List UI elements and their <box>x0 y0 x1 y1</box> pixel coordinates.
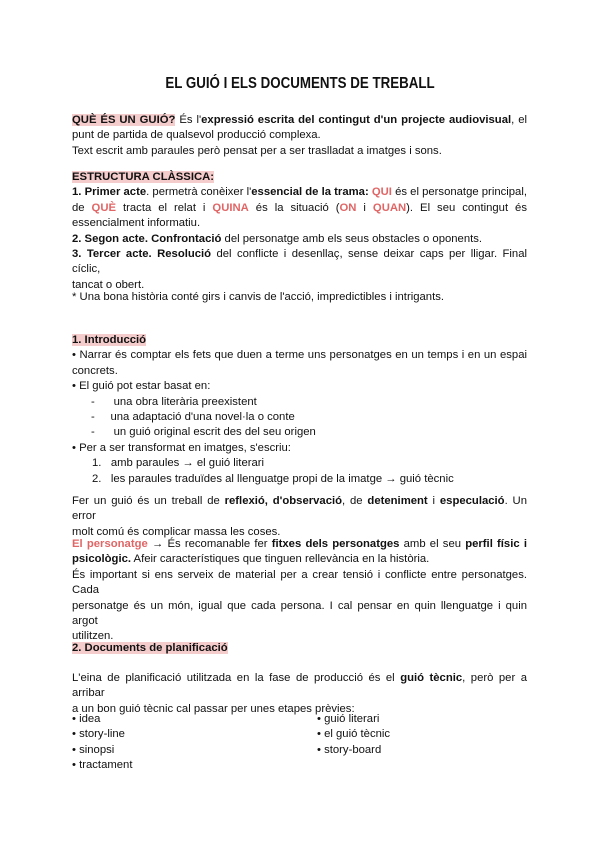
intro-bold: expressió escrita del contingut d'un projecte audiovisual <box>201 114 512 126</box>
act1-line-1 <box>72 185 527 200</box>
bullet-basat: • El guió pot estar basat en: <box>72 380 211 393</box>
reflexio-bold: reflexió, d'observació <box>224 495 343 507</box>
intro-line-3: Text escrit amb paraules però pensat per a ser traslladat a imatges i sons. <box>72 144 442 157</box>
act1-line-3: essencialment informatiu. <box>72 217 201 230</box>
act1-text: és la situació ( <box>248 201 340 214</box>
intro-line-2: punt de partida de qualsevol producció complexa. <box>72 129 321 142</box>
keyword-quina: QUINA <box>212 201 249 214</box>
act3-line-2: tancat o obert. <box>72 278 145 291</box>
reflexio-line-1 <box>72 494 527 525</box>
bullet-transformat: • Per a ser transformat en imatges, s'escriu: <box>72 441 291 454</box>
planificacio-bold: guió tècnic <box>400 672 463 684</box>
personatge-label: El personatge <box>72 538 148 550</box>
stage-item: • idea <box>72 713 101 725</box>
personatge-line-3: És important si ens serveix de material per a crear tensió i conflicte entre personatges. Cada <box>72 568 527 597</box>
stage-item: • guió literari <box>317 713 380 725</box>
page-title: EL GUIÓ I ELS DOCUMENTS DE TREBALL <box>165 75 435 92</box>
act1-text: ). El seu contingut és <box>406 201 527 214</box>
stage-item: • story-board <box>317 743 382 756</box>
stage-item: • el guió tècnic <box>317 728 391 741</box>
act2-text: del personatge amb els seus obstacles o oponents. <box>221 232 483 245</box>
reflexio-text: i <box>427 495 440 507</box>
bullet-narrar-line-1: • Narrar és comptar els fets que duen a terme uns personatges en un temps i en un espai <box>72 349 527 362</box>
reflexio-line-2: molt comú és complicar massa les coses. <box>72 525 281 538</box>
act2-label: 2. Segon acte. Confrontació <box>72 232 222 245</box>
sub-item-3: - un guió original escrit des del seu origen <box>91 426 316 439</box>
keyword-on: ON <box>339 201 357 214</box>
personatge-line-2 <box>72 552 527 567</box>
stage-item: • tractament <box>72 759 133 772</box>
structure-note: * Una bona història conté girs i canvis de l'acció, impredictibles i intrigants. <box>72 291 444 303</box>
act3-line-1 <box>72 247 527 278</box>
planificacio-line-1 <box>72 671 527 702</box>
reflexio-bold: deteniment <box>367 495 428 507</box>
reflexio-text: , de <box>342 495 368 507</box>
act1-text: i <box>356 201 373 214</box>
stage-item: • sinopsi <box>72 743 115 756</box>
act1-text: és el personatge principal, <box>391 186 527 199</box>
stage-item: • story-line <box>72 728 125 741</box>
structure-section <box>72 170 527 293</box>
planificacio-text: L'eina de planificació utilitzada en la fase de producció és el <box>72 672 401 684</box>
sub-item-2: - una adaptació d'una novel·la o conte <box>91 411 295 424</box>
act1-text: . permetrà conèixer l' <box>146 186 252 199</box>
structure-heading: ESTRUCTURA CLÀSSICA: <box>72 171 215 183</box>
act1-text: de <box>72 201 92 214</box>
act1-text: tracta el relat i <box>116 201 213 214</box>
personatge-bold: perfil físic i <box>465 538 527 550</box>
reflexio-text: . Un error <box>72 495 528 523</box>
intro-paragraph <box>72 113 527 159</box>
planificacio-line-2: a un bon guió tècnic cal passar per unes etapes prèvies: <box>72 702 355 715</box>
act3-text: del conflicte i desenllaç, sense deixar caps per lligar. Final cíclic, <box>72 248 527 276</box>
planificacio-text: , però per a arribar <box>72 672 527 700</box>
personatge-bold: psicològic. <box>72 553 132 566</box>
personatge-line-1 <box>72 537 527 552</box>
section-1 <box>72 333 527 487</box>
sub-item-1: - una obra literària preexistent <box>91 395 257 408</box>
keyword-qui: QUI <box>371 186 392 199</box>
personatge-text: Afeir característiques que tinguen rellevància en la història. <box>131 553 430 566</box>
numbered-item-1: 1. amb paraules → el guió literari <box>92 457 265 470</box>
section-2 <box>72 641 527 656</box>
section-1-heading: 1. Introducció <box>72 334 147 346</box>
intro-line-1 <box>72 113 527 128</box>
act2-line <box>72 232 527 247</box>
reflexio-text: Fer un guió és un treball de <box>72 495 225 507</box>
act3-label: 3. Tercer acte. Resolució <box>72 248 212 261</box>
bullet-narrar-line-2: concrets. <box>72 364 118 377</box>
personatge-text: → És recomanable fer <box>147 538 272 550</box>
paragraph-personatge <box>72 537 527 645</box>
act1-line-2 <box>72 201 527 216</box>
numbered-item-2: 2. les paraules traduïdes al llenguatge propi de la imatge → guió tècnic <box>92 472 454 485</box>
act1-bold: essencial de la trama: <box>251 186 372 199</box>
personatge-line-5: utilitzen. <box>72 630 114 643</box>
section-2-heading: 2. Documents de planificació <box>72 642 228 654</box>
intro-text: , el <box>511 114 527 126</box>
stages-left-column <box>72 712 132 774</box>
keyword-quan: QUAN <box>372 201 407 214</box>
keyword-que: QUÈ <box>91 201 117 214</box>
intro-text: És l' <box>175 114 202 126</box>
personatge-line-4: personatge és un món, igual que cada persona. I cal pensar en quin llenguatge i quin argot <box>72 599 527 628</box>
intro-label: QUÈ ÉS UN GUIÓ? <box>72 114 176 126</box>
reflexio-bold: especulació <box>439 495 505 507</box>
paragraph-reflexio <box>72 494 527 540</box>
personatge-bold: fitxes dels personatges <box>271 538 400 550</box>
act1-label: 1. Primer acte <box>72 186 147 199</box>
paragraph-planificacio <box>72 671 527 717</box>
personatge-text: amb el seu <box>399 538 466 550</box>
stages-right-column <box>317 712 390 758</box>
